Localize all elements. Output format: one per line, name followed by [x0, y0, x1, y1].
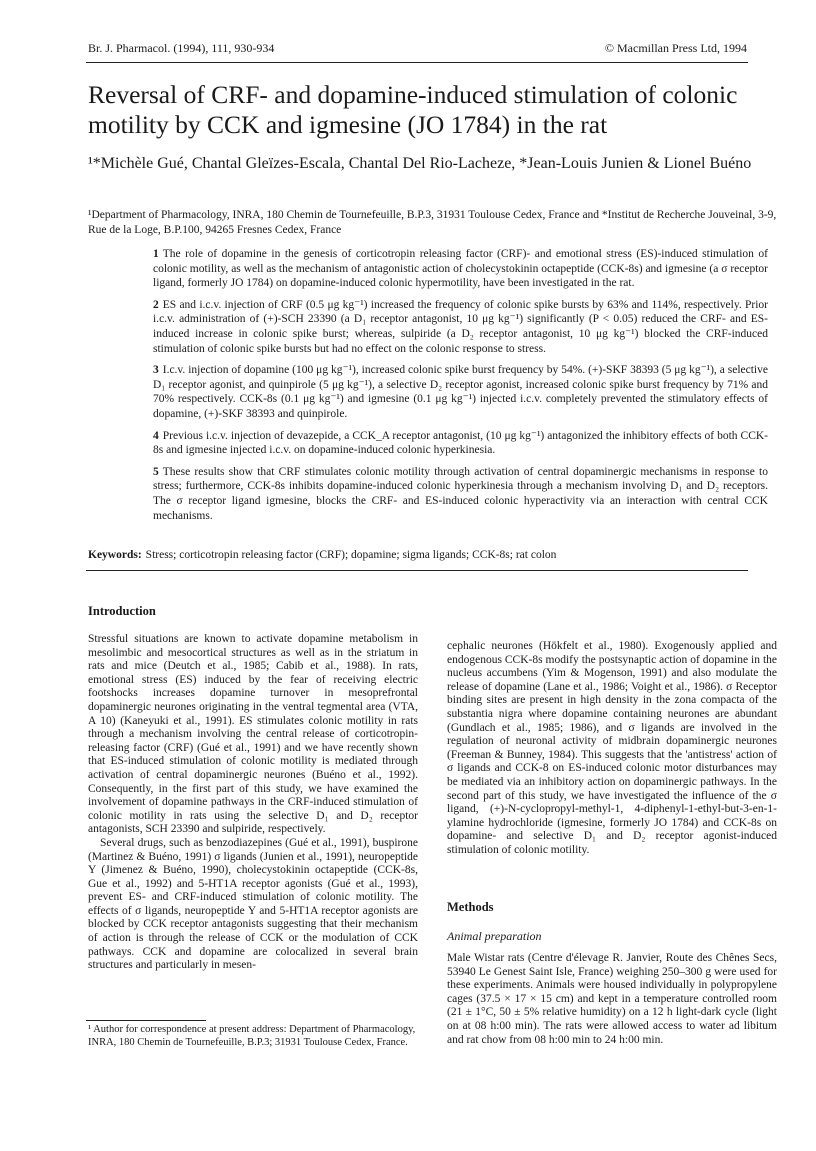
introduction-heading: Introduction	[88, 604, 156, 618]
keywords-rule	[86, 570, 748, 571]
abstract-point-3	[153, 363, 768, 421]
abstract-number: 5	[153, 465, 159, 478]
left-column	[88, 633, 418, 973]
intro-paragraph-continued: cephalic neurones (Hökfelt et al., 1980). Exogenously applied and endogenous CCK-8s modify the postsynaptic action of dopamine in the nucleus accumbens (Yim & Mogenson, 1991) and also modulate the release of dopamine (Lane et al., 1986; Voight et al., 1986). σ Receptor binding sites are present in high density in the zona compacta of the substantia nigra where dopamine containing neurones are abundant (Gundlach et al., 1985; 1986), and σ ligands are involved in the regulation of neuronal activity of midbrain dopaminergic neurones (Freeman & Bunney, 1984). This suggests that the 'antistress' action of σ ligands and CCK-8 on ES-induced colonic motor disturbances may be mediated via an inhibitory action on dopaminergic pathways. In the second part of this study, we have investigated the influence of the σ ligand, (+)-N-cyclopropyl-methyl-1, 4-diphenyl-1-ethyl-but-3-en-1-ylamine hydrochloride (igmesine, formerly JO 1784) and CCK-8s on dopamine- and selective D₁ and D₂ receptor agonist-induced stimulation of colonic motility.	[447, 640, 777, 856]
abstract-point-5	[153, 465, 768, 523]
abstract-point-2	[153, 298, 768, 356]
abstract-text: ES and i.c.v. injection of CRF (0.5 μg kg⁻¹) increased the frequency of colonic spike bursts by 63% and 114%, respectively. Prior i.c.v. administration of (+)-SCH 23390 (a D₁ receptor antagonist, 10 μg kg⁻¹) significantly (P < 0.05) reduced the CRF- and ES-induced increase in colonic spike burst; whereas, sulpiride (a D₂ receptor antagonist, 10 μg kg⁻¹) blocked the CRF-induced stimulation of colonic spike bursts but had no effect on the colonic response to stress.	[153, 298, 768, 355]
abstract-text: Previous i.c.v. injection of devazepide, a CCK_A receptor antagonist, (10 μg kg⁻¹) antagonized the inhibitory effects of both CCK-8s and igmesine injected i.c.v. on dopamine-induced colonic hyperkinesia.	[153, 429, 768, 457]
abstract-number: 2	[153, 298, 159, 311]
right-column	[447, 640, 777, 858]
abstract-text: These results show that CRF stimulates colonic motility through activation of central dopaminergic mechanisms in response to stress; furthermore, CCK-8s inhibits dopamine-induced colonic hyperkinesia through a mechanism involving D₁ and D₂ receptors. The σ receptor ligand igmesine, blocks the CRF- and ES-induced colonic hyperactivity via an interaction with central CCK mechanisms.	[153, 465, 768, 522]
keywords-label: Keywords:	[88, 549, 142, 561]
keywords	[88, 548, 778, 562]
methods-paragraph: Male Wistar rats (Centre d'élevage R. Janvier, Route des Chênes Secs, 53940 Le Genest Saint Isle, France) weighing 250–300 g were used for these experiments. Animals were housed individually in polypropylene cages (37.5 × 17 × 15 cm) and kept in a temperature controlled room (21 ± 1°C, 50 ± 5% relative humidity) on a 12 h light-dark cycle (light on at 08 h:00 min). The rats were allowed access to water ad libitum and rat chow from 08 h:00 min to 24 h:00 min.	[447, 952, 777, 1046]
abstract	[153, 247, 768, 530]
abstract-number: 1	[153, 248, 159, 260]
author-list: ¹*Michèle Gué, Chantal Gleïzes-Escala, Chantal Del Rio-Lacheze, *Jean-Louis Junien & Lionel Buéno	[88, 155, 752, 172]
intro-paragraph: Stressful situations are known to activate dopamine metabolism in mesolimbic and mesocortical structures as well as in the striatum in rats and mice (Deutch et al., 1985; Cabib et al., 1988). In rats, emotional stress (ES) induced by the fear of receiving electric footshocks increases dopamine turnover in mesoprefrontal dopaminergic neurones originating in the ventral tegmental area (VTA, A 10) (Kaneyuki et al., 1991). ES stimulates colonic motility in rats through a mechanism involving the central release of corticotropin-releasing factor (CRF) (Gué et al., 1991) and we have recently shown that ES-induced stimulation of colonic motility is mediated through activation of central dopaminergic neurones (Buéno et al., 1992). Consequently, in the first part of this study, we have examined the involvement of dopamine pathways in the CRF-induced stimulation of colonic motility in rats using the selective D₁ and D₂ receptor antagonists, SCH 23390 and sulpiride, respectively.	[88, 633, 418, 836]
journal-citation: Br. J. Pharmacol. (1994), 111, 930-934	[88, 41, 275, 55]
methods-heading: Methods	[447, 900, 494, 914]
abstract-number: 4	[153, 429, 159, 442]
copyright-notice: © Macmillan Press Ltd, 1994	[604, 41, 747, 55]
correspondence-footnote: ¹ Author for correspondence at present address: Department of Pharmacology, INRA, 180 Chemin de Tournefeuille, B.P.3; 31931 Toulouse Cedex, France.	[88, 1024, 416, 1048]
methods-column	[447, 952, 777, 1047]
intro-paragraph: Several drugs, such as benzodiazepines (Gué et al., 1991), buspirone (Martinez & Buéno, 1991) σ ligands (Junien et al., 1991), neuropeptide Y (Jimenez & Buéno, 1990), cholecystokinin octapeptide (CCK-8s, Gue et al., 1992) and 5-HT1A receptor agonists (Gué et al., 1993), prevent ES- and CRF-induced stimulation of colonic motility. The effects of σ ligands, neuropeptide Y and 5-HT1A receptor agonists are blocked by CCK receptor antagonists suggesting that their mechanism of action is through the release of CCK or the modulation of CCK pathways. CCK and dopamine are colocalized in several brain structures and particularly in mesen-	[88, 836, 418, 972]
keywords-text: Stress; corticotropin releasing factor (CRF); dopamine; sigma ligands; CCK-8s; rat colon	[145, 549, 557, 561]
abstract-point-4	[153, 429, 768, 458]
abstract-text: The role of dopamine in the genesis of corticotropin releasing factor (CRF)- and emotional stress (ES)-induced stimulation of colonic motility, as well as the mechanism of antagonistic action of cholecystokinin octapeptide (CCK-8s) and igmesine (a σ receptor ligand, formerly JO 1784) on dopamine-induced colonic hypermotility, have been investigated in the rat.	[153, 248, 768, 290]
abstract-point-1	[153, 247, 768, 291]
header-rule	[86, 62, 748, 63]
article-title: Reversal of CRF- and dopamine-induced stimulation of colonic motility by CCK and igmesine (JO 1784) in the rat	[88, 80, 738, 139]
abstract-number: 3	[153, 364, 159, 377]
footnote-rule	[86, 1020, 206, 1021]
animal-preparation-subheading: Animal preparation	[447, 929, 542, 943]
abstract-text: I.c.v. injection of dopamine (100 μg kg⁻¹), increased colonic spike burst frequency by 54%. (+)-SKF 38393 (5 μg kg⁻¹), a selective D₁ receptor agonist, and quinpirole (5 μg kg⁻¹), a selective D₂ receptor agonist, increased colonic spike burst frequency by 71% and 70% respectively. CCK-8s (0.1 μg kg⁻¹) and igmesine (0.1 μg kg⁻¹) injected i.c.v. completely prevented the stimulatory effects of dopamine, (+)-SKF 38393 and quinpirole.	[153, 364, 768, 420]
affiliation: ¹Department of Pharmacology, INRA, 180 Chemin de Tournefeuille, B.P.3, 31931 Toulouse Cedex, France and *Institut de Recherche Jouveinal, 3-9, Rue de la Loge, B.P.100, 94265 Fresnes Cedex, France	[88, 209, 777, 236]
